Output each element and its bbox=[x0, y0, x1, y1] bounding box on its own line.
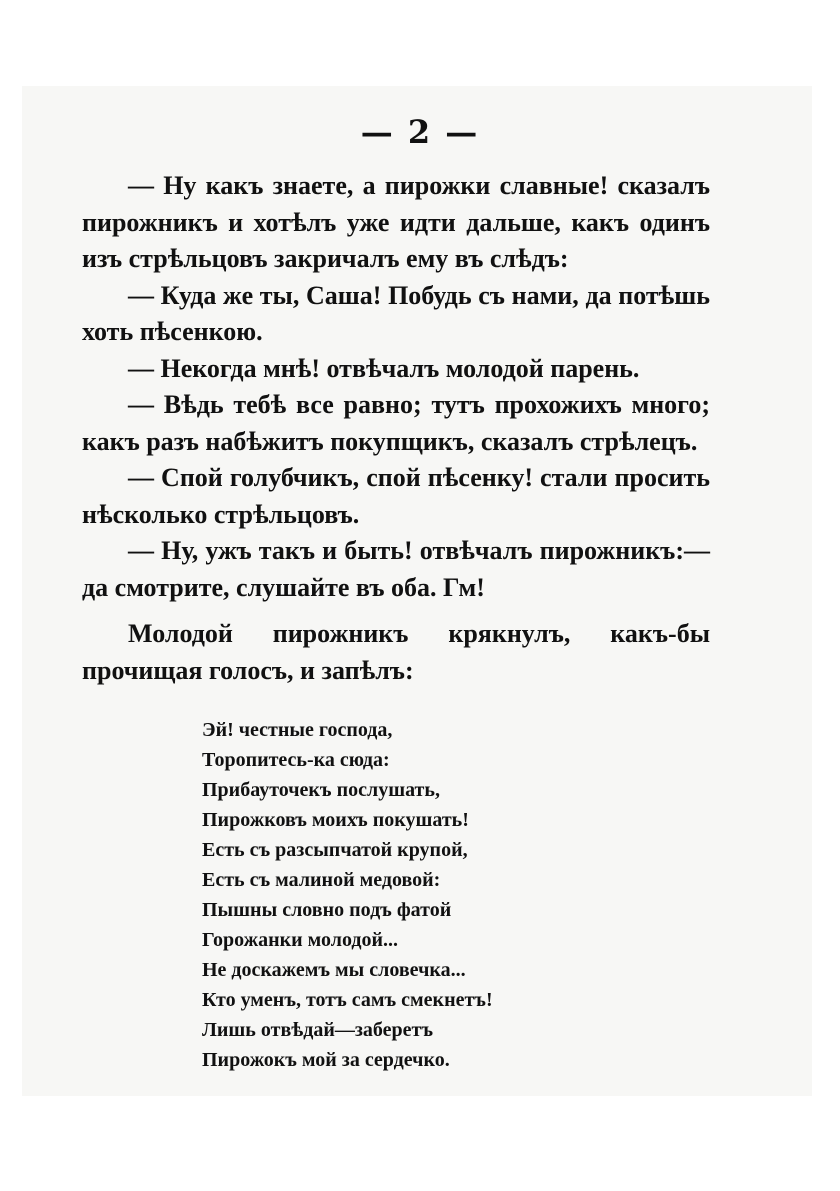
paragraph: Молодой пирожникъ крякнулъ, какъ-бы прочищая голосъ, и запѣлъ: bbox=[82, 619, 710, 685]
verse-line: Пышны словно подъ фатой bbox=[202, 899, 452, 921]
paragraph: — Вѣдь тебѣ все равно; тутъ прохожихъ много; какъ разъ набѣжитъ покупщикъ, сказалъ стрѣлецъ. bbox=[82, 390, 710, 456]
verse-line: Есть съ разсыпчатой крупой, bbox=[202, 839, 468, 861]
paragraph: — Некогда мнѣ! отвѣчалъ молодой парень. bbox=[128, 353, 640, 383]
page-number: — 2 — bbox=[360, 113, 480, 151]
verse-line: Есть съ малиной медовой: bbox=[202, 869, 441, 891]
paragraph: — Ну, ужъ такъ и быть! отвѣчалъ пирожникъ:—да смотрите, слушайте въ оба. Гм! bbox=[82, 536, 710, 602]
prose-text bbox=[82, 168, 710, 689]
verse-line: Прибауточекъ послушать, bbox=[202, 779, 440, 801]
paragraph: — Ну какъ знаете, а пирожки славные! сказалъ пирожникъ и хотѣлъ уже идти дальше, какъ одинъ изъ стрѣльцовъ закричалъ ему въ слѣдъ: bbox=[82, 171, 710, 273]
paragraph: — Куда же ты, Саша! Побудь съ нами, да потѣшь хоть пѣсенкою. bbox=[82, 280, 710, 346]
verse-line: Пирожковъ моихъ покушать! bbox=[202, 809, 469, 831]
verse-line: Горожанки молодой... bbox=[202, 929, 399, 951]
paragraph: — Спой голубчикъ, спой пѣсенку! стали просить нѣсколько стрѣльцовъ. bbox=[82, 463, 710, 529]
song-verse bbox=[202, 715, 602, 1075]
verse-line: Торопитесь-ка сюда: bbox=[202, 749, 390, 771]
verse-line: Не доскажемъ мы словечка... bbox=[202, 959, 466, 981]
verse-line: Лишь отвѣдай—заберетъ bbox=[202, 1019, 434, 1041]
verse-line: Эй! честные господа, bbox=[202, 719, 393, 741]
verse-line: Пирожокъ мой за сердечко. bbox=[202, 1049, 450, 1071]
verse-line: Кто уменъ, тотъ самъ смекнетъ! bbox=[202, 989, 493, 1011]
